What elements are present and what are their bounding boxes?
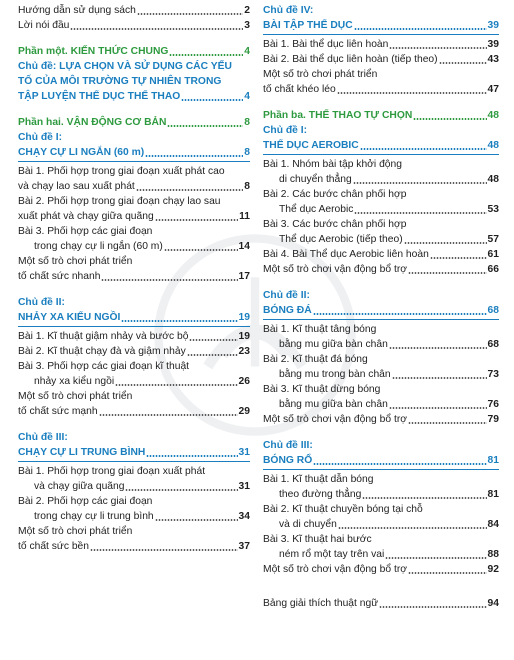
toc-entry[interactable]: Bài 2. Bài thể dục liên hoàn (tiếp theo) 43: [263, 54, 499, 65]
glossary-entry[interactable]: Bảng giải thích thuật ngữ 94: [263, 598, 499, 609]
part-three-heading[interactable]: Phần ba. THỂ THAO TỰ CHỌN 48: [263, 110, 499, 121]
toc-entry[interactable]: tố chất sức bền 37: [18, 541, 250, 552]
toc-entry[interactable]: tố chất sức mạnh 29: [18, 406, 250, 417]
toc-entry[interactable]: và chạy giữa quãng 31: [34, 481, 250, 492]
toc-entry[interactable]: bằng mu giữa bàn chân 68: [279, 339, 499, 350]
toc-entry[interactable]: Lời nói đầu 3: [18, 20, 250, 31]
toc-entry[interactable]: và di chuyển 84: [279, 519, 499, 530]
toc-entry[interactable]: Một số trò chơi vận động bổ trợ 79: [263, 414, 499, 425]
toc-entry[interactable]: di chuyển thẳng 48: [279, 174, 499, 185]
toc-entry[interactable]: Hướng dẫn sử dụng sách 2: [18, 5, 250, 16]
toc-entry[interactable]: Thể dục Aerobic (tiếp theo) 57: [279, 234, 499, 245]
toc-right-column: Chủ đề IV: BÀI TẬP THỂ DỤC 39 Bài 1. Bài thể dục liên hoàn 39 Bài 2. Bài thể dục liên hoàn (tiếp theo) 43 Một số trò chơi phát triển tố chất khéo léo 47 Phần ba. THỂ THAO TỰ CHỌN 48 Chủ đề I: THỂ DỤC AEROBIC 48 Bài 1. Nhóm bài tập khởi động di chuyển thẳng 48 Bài 2. Các bước chân phối hợp Thể dục Aerobic 53 Bài 3. Các bước chân phối hợp Thể dục Aerobic (tiếp theo) 57 Bài 4. Bài Thể dục Aerobic liên hoàn 61 Một số trò chơi vận động bổ trợ 66 Chủ đề II: BÓNG ĐÁ 68 Bài 1. Kĩ thuật tâng bóng bằng mu giữa bàn chân 68 Bài 2. Kĩ thuật đá bóng bằng mu trong bàn chân 73 Bài 3. Kĩ thuật dừng bóng bằng mu giữa bàn chân 76 Một số trò chơi vận động bổ trợ 79 Chủ đề III: BÓNG RỔ 81 Bài 1. Kĩ thuật dẫn bóng theo đường thẳng 81 Bài 2. Kĩ thuật chuyền bóng tại chỗ và di chuyển 84 Bài 3. Kĩ thuật hai bước ném rổ một tay trên vai 88 Một số trò chơi vận động bổ trợ 92 Bảng giải thích thuật ngữ 94: [263, 5, 499, 609]
part-one-heading[interactable]: Phần một. KIẾN THỨC CHUNG 4: [18, 46, 250, 57]
toc-entry[interactable]: Bài 1. Bài thể dục liên hoàn 39: [263, 39, 499, 50]
toc-entry[interactable]: trong chạy cự li trung bình 34: [34, 511, 250, 522]
topic-general-heading: Chủ đề: LỰA CHỌN VÀ SỬ DỤNG CÁC YẾU: [18, 61, 232, 72]
toc-entry[interactable]: bằng mu trong bàn chân 73: [279, 369, 499, 380]
toc-entry[interactable]: Một số trò chơi vận động bổ trợ 66: [263, 264, 499, 275]
topic-label: Chủ đề III:: [263, 440, 313, 451]
topic-label: Chủ đề II:: [18, 297, 65, 308]
toc-entry[interactable]: theo đường thẳng 81: [279, 489, 499, 500]
topic-label: Chủ đề IV:: [263, 5, 314, 16]
toc-entry[interactable]: tố chất khéo léo 47: [263, 84, 499, 95]
toc-entry[interactable]: trong chạy cự li ngắn (60 m) 14: [34, 241, 250, 252]
toc-entry[interactable]: tố chất sức nhanh 17: [18, 271, 250, 282]
toc-entry[interactable]: Bài 4. Bài Thể dục Aerobic liên hoàn 61: [263, 249, 499, 260]
toc-entry[interactable]: ném rổ một tay trên vai 88: [279, 549, 499, 560]
topic-title[interactable]: BÀI TẬP THỂ DỤC 39: [263, 18, 499, 35]
topic-label: Chủ đề III:: [18, 432, 68, 443]
toc-entry[interactable]: Thể dục Aerobic 53: [279, 204, 499, 215]
part-two-heading[interactable]: Phần hai. VẬN ĐỘNG CƠ BẢN 8: [18, 117, 250, 128]
topic-title[interactable]: THỂ DỤC AEROBIC 48: [263, 138, 499, 155]
topic-title[interactable]: CHẠY CỰ LI NGẮN (60 m) 8: [18, 145, 250, 162]
toc-entry[interactable]: và chạy lao sau xuất phát 8: [18, 181, 250, 192]
toc-entry[interactable]: Một số trò chơi vận động bổ trợ 92: [263, 564, 499, 575]
toc-entry[interactable]: xuất phát và chạy giữa quãng 11: [18, 211, 250, 222]
topic-title[interactable]: BÓNG ĐÁ 68: [263, 303, 499, 320]
topic-title[interactable]: BÓNG RỔ 81: [263, 453, 499, 470]
topic-title[interactable]: CHẠY CỰ LI TRUNG BÌNH 31: [18, 445, 250, 462]
topic-title[interactable]: NHẢY XA KIỂU NGỒI 19: [18, 310, 250, 327]
toc-entry[interactable]: nhảy xa kiểu ngồi 26: [34, 376, 250, 387]
toc-entry[interactable]: bằng mu giữa bàn chân 76: [279, 399, 499, 410]
topic-label: Chủ đề II:: [263, 290, 310, 301]
toc-entry[interactable]: Bài 1. Kĩ thuật giậm nhảy và bước bộ 19: [18, 331, 250, 342]
topic-label: Chủ đề I:: [18, 132, 63, 143]
toc-entry[interactable]: Bài 2. Kĩ thuật chạy đà và giậm nhảy 23: [18, 346, 250, 357]
toc-left-column: Hướng dẫn sử dụng sách 2 Lời nói đầu 3 Phần một. KIẾN THỨC CHUNG 4 Chủ đề: LỰA CHỌN VÀ SỬ DỤNG CÁC YẾU TỐ CỦA MÔI TRƯỜNG TỰ NHIÊN TRONG TẬP LUYỆN THỂ DỤC THỂ THAO 4 Phần hai. VẬN ĐỘNG CƠ BẢN 8 Chủ đề I: CHẠY CỰ LI NGẮN (60 m) 8 Bài 1. Phối hợp trong giai đoạn xuất phát cao và chạy lao sau xuất phát 8 Bài 2. Phối hợp trong giai đoạn chạy lao sau xuất phát và chạy giữa quãng 11 Bài 3. Phối hợp các giai đoạn trong chạy cự li ngắn (60 m) 14 Một số trò chơi phát triển tố chất sức nhanh 17 Chủ đề II: NHẢY XA KIỂU NGỒI 19 Bài 1. Kĩ thuật giậm nhảy và bước bộ 19 Bài 2. Kĩ thuật chạy đà và giậm nhảy 23 Bài 3. Phối hợp các giai đoạn kĩ thuật nhảy xa kiểu ngồi 26 Một số trò chơi phát triển tố chất sức mạnh 29 Chủ đề III: CHẠY CỰ LI TRUNG BÌNH 31 Bài 1. Phối hợp trong giai đoạn xuất phát và chạy giữa quãng 31 Bài 2. Phối hợp các giai đoạn trong chạy cự li trung bình 34 Một số trò chơi phát triển tố chất sức bền 37: [18, 5, 250, 552]
topic-label: Chủ đề I:: [263, 125, 308, 136]
